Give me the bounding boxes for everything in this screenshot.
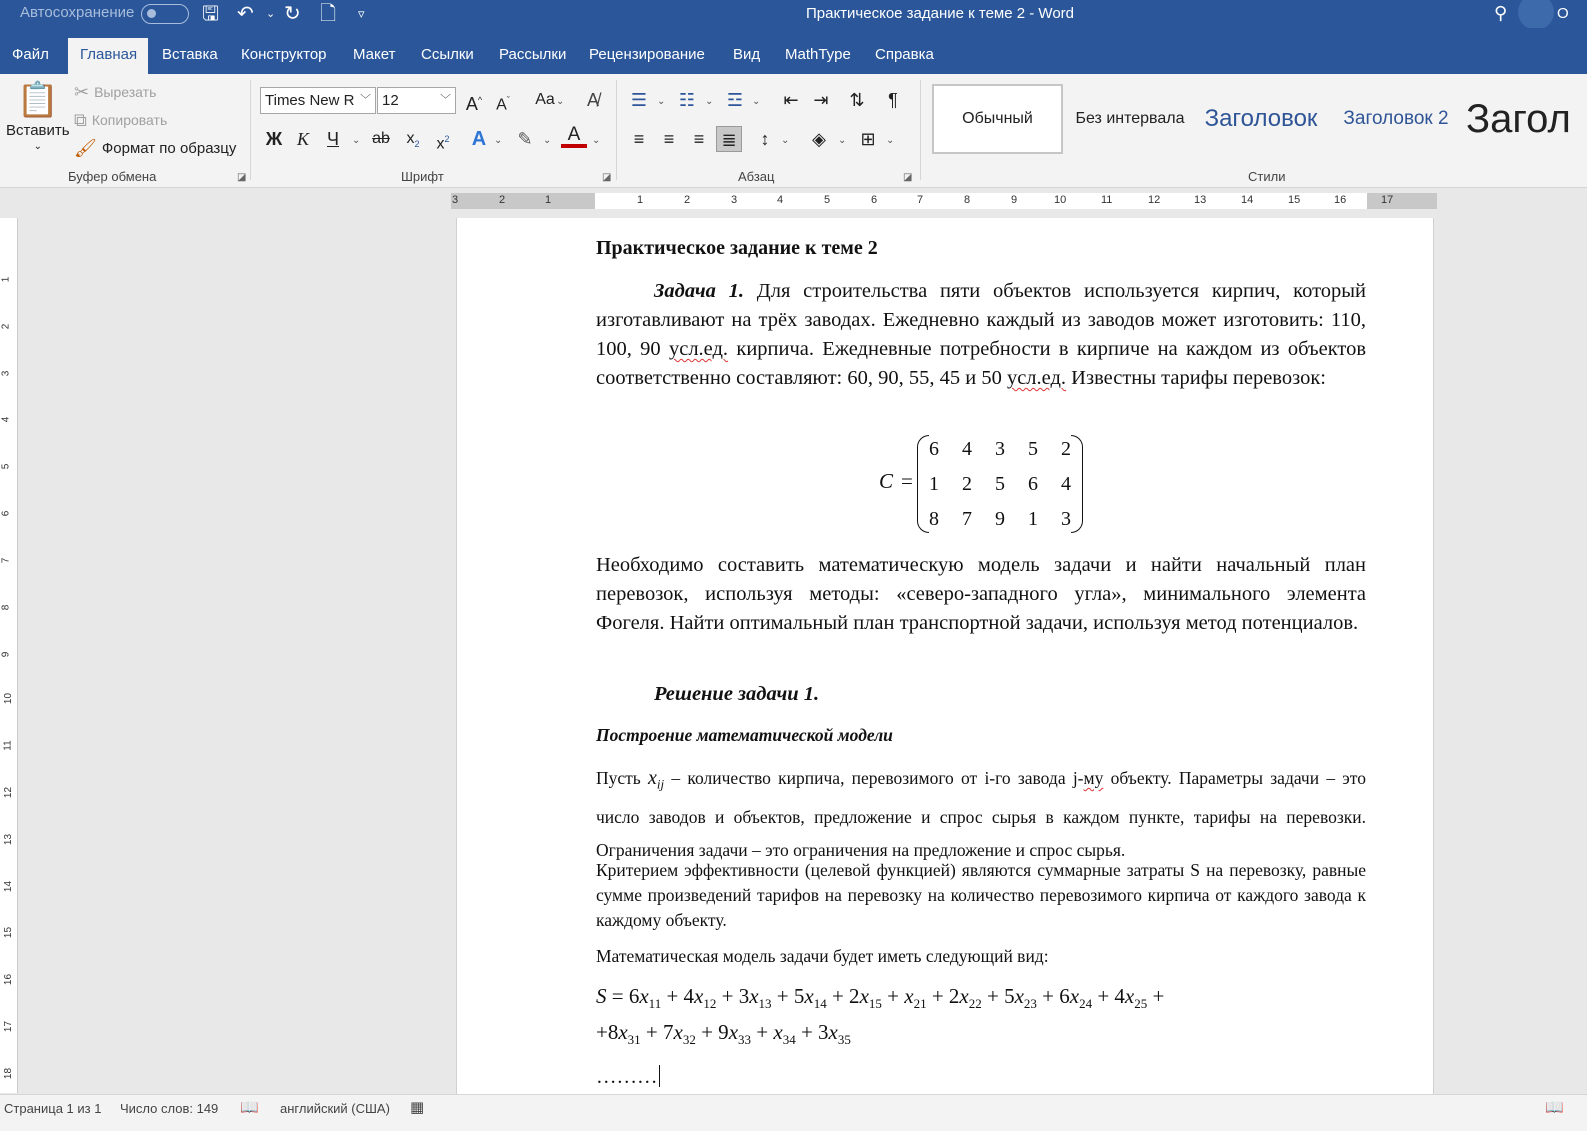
ellipsis-text: ……… — [596, 1066, 658, 1088]
chevron-down-icon[interactable]: ⌄ — [752, 96, 761, 107]
page-count[interactable]: Страница 1 из 1 — [4, 1101, 102, 1116]
clear-formatting-icon[interactable]: A̸ — [586, 90, 599, 110]
objective-line-2 — [596, 1020, 851, 1048]
chevron-down-icon[interactable]: ⌄ — [556, 96, 565, 107]
ruler-label: 13 — [1194, 194, 1207, 206]
title-bar — [0, 0, 1587, 28]
solution-heading-text: Решение задачи 1. — [654, 683, 820, 705]
cut-label: Вырезать — [94, 84, 157, 100]
matrix-cell: 3 — [995, 438, 1005, 460]
para3-part-c: объекту. Параметры задачи – это число заводов и объектов, предложение и спрос сырья в каждом пункте, тарифы на перевозки. Ограничения задачи – это ограничения на предложение и спрос сырья. — [596, 768, 1366, 860]
ruler-label: 3 — [731, 194, 738, 206]
ribbon-tabs — [0, 28, 1587, 74]
paste-label: Вставить — [6, 122, 70, 139]
chevron-down-icon[interactable]: ⌄ — [886, 135, 895, 146]
problem-paragraph: Необходимо составить математическую модель задачи и найти начальный план перевозок, используя методы: «северо-западного угла», минимального элемента Фогеля. Найти оптимальный план транспортной задачи, используя метод потенциалов. — [596, 554, 1366, 634]
chevron-down-icon[interactable]: ⌄ — [592, 135, 601, 146]
para3-squiggle: му — [1083, 768, 1104, 788]
formula-term: + $7x_{32}$ — [640, 1020, 696, 1048]
undo-icon[interactable]: ↶ — [237, 3, 254, 25]
paragraph-launcher-icon[interactable]: ◪ — [903, 172, 913, 183]
autosave-label: Автосохранение — [20, 4, 135, 21]
matrix-name: C — [879, 469, 894, 493]
matrix-cell: 8 — [929, 508, 939, 530]
group-divider — [920, 80, 921, 180]
ruler-ticks — [451, 193, 1437, 209]
document-page[interactable] — [456, 218, 1434, 1094]
vruler-label: 10 — [3, 692, 15, 705]
document-title: Практическое задание к теме 2 - Word — [805, 5, 1074, 22]
clipboard-group-label: Буфер обмена — [68, 169, 157, 184]
format-painter-button[interactable] — [74, 138, 236, 158]
formula-term: + $3x_{13}$ — [716, 984, 772, 1012]
unit-text: усл.ед. — [1006, 367, 1067, 389]
ruler-label: 12 — [1148, 194, 1161, 206]
ruler-label: 3 — [452, 194, 459, 206]
task-label: Задача 1. — [654, 280, 744, 302]
formula-term: + $4x_{25}$ — [1092, 984, 1148, 1012]
style-heading-2[interactable]: Заголовок 2 — [1343, 108, 1449, 129]
vruler-label: 4 — [0, 416, 12, 423]
ruler-label: 1 — [545, 194, 552, 206]
formula-term: + $5x_{14}$ — [771, 984, 827, 1012]
ruler-label: 10 — [1054, 194, 1067, 206]
underline-button[interactable]: Ч — [327, 129, 339, 149]
task-paragraph — [596, 277, 1366, 393]
text-effects-icon[interactable]: A — [471, 128, 487, 150]
tab-review[interactable]: Рецензирование — [589, 46, 705, 63]
unit-text: усл.ед. — [668, 338, 729, 360]
matrix-cell: 2 — [1061, 438, 1071, 460]
vruler-label: 15 — [3, 926, 15, 939]
vruler-label: 17 — [3, 1020, 15, 1033]
search-icon[interactable]: ⚲ — [1494, 3, 1508, 23]
font-family-select[interactable] — [260, 87, 376, 114]
font-group-label: Шрифт — [401, 169, 444, 184]
align-right-icon[interactable]: ≡ — [693, 129, 705, 149]
chevron-down-icon[interactable]: ⌄ — [838, 135, 847, 146]
bullets-icon[interactable]: ☰ — [630, 90, 648, 110]
tab-file[interactable]: Файл — [12, 46, 49, 63]
ruler-label: 9 — [1011, 194, 1018, 206]
horizontal-ruler-row — [0, 188, 1587, 214]
numbering-icon[interactable]: ☷ — [678, 90, 696, 110]
paintbrush-icon: 🖌 — [74, 138, 97, 158]
font-size-value: 12 — [382, 92, 399, 109]
scissors-icon: ✂ — [74, 82, 90, 102]
font-launcher-icon[interactable]: ◪ — [602, 172, 612, 183]
objective-line-1 — [596, 984, 1164, 1012]
matrix-cell: 7 — [962, 508, 972, 530]
paste-button[interactable] — [6, 80, 70, 152]
para3-part-a: Пусть — [596, 768, 649, 788]
tab-view[interactable]: Вид — [733, 46, 761, 63]
criterion-paragraph: Критерием эффективности (целевой функцией) являются суммарные затраты S на перевозку, равные сумме произведений тарифов на перевозку на количество перевозимого кирпича от каждого завода к каждому объекту. — [596, 860, 1366, 930]
align-left-icon[interactable]: ≡ — [633, 129, 645, 149]
avatar[interactable] — [1518, 0, 1554, 30]
clipboard-launcher-icon[interactable]: ◪ — [237, 172, 247, 183]
paste-dropdown-icon[interactable]: ⌄ — [33, 141, 42, 152]
superscript-icon[interactable]: $x^2$ — [436, 134, 450, 153]
ruler-label: 2 — [499, 194, 506, 206]
matrix-cell: 5 — [1028, 438, 1038, 460]
vruler-label: 12 — [3, 786, 15, 799]
status-bar — [0, 1094, 1587, 1131]
tab-help[interactable]: Справка — [875, 46, 934, 63]
cut-button[interactable] — [74, 82, 156, 102]
highlight-icon[interactable]: ✎ — [517, 129, 533, 149]
task-text-2: кирпича. Ежедневные потребности в кирпиче на каждом из объектов соответственно составляют: 60, 90, 55, 45 и 50 — [596, 338, 1367, 389]
vruler-label: 7 — [0, 557, 12, 564]
vruler-label: 2 — [0, 323, 12, 330]
italic-button[interactable]: К — [297, 129, 309, 149]
vruler-label: 11 — [2, 740, 14, 751]
undo-dropdown-icon[interactable]: ⌄ — [266, 8, 276, 20]
new-document-icon[interactable]: 🗋 — [320, 3, 337, 25]
formula-term: + $4x_{12}$ — [661, 984, 717, 1012]
ellipsis-line[interactable] — [596, 1063, 1366, 1092]
ruler-label: 16 — [1334, 194, 1347, 206]
ruler-label: 4 — [777, 194, 784, 206]
matrix-cell: 6 — [929, 438, 939, 460]
model-heading: Построение математической модели — [596, 725, 893, 745]
matrix-cell: 5 — [995, 473, 1005, 495]
align-center-icon[interactable]: ≡ — [663, 129, 675, 149]
variables-paragraph — [596, 762, 1366, 867]
vruler-label: 14 — [3, 880, 15, 893]
font-color-icon[interactable]: A — [561, 124, 587, 148]
model-intro-paragraph: Математическая модель задачи будет иметь следующий вид: — [596, 946, 1049, 966]
text-cursor — [659, 1065, 660, 1087]
vertical-ruler[interactable] — [0, 218, 18, 1093]
chevron-down-icon[interactable]: ⌄ — [657, 96, 666, 107]
shrink-font-icon[interactable]: $A^ˇ$ — [496, 95, 510, 114]
ruler-label: 6 — [871, 194, 878, 206]
change-case-button[interactable]: Aa — [535, 91, 555, 108]
vruler-label: 8 — [0, 604, 12, 611]
matrix-cell: 4 — [962, 438, 972, 460]
vruler-label: 9 — [0, 651, 12, 658]
tab-references[interactable]: Ссылки — [421, 46, 474, 63]
ruler-label: 1 — [637, 194, 644, 206]
vruler-label: 3 — [0, 370, 12, 377]
para3-part-b: – количество кирпича, перевозимого от i-го завода j- — [664, 768, 1084, 788]
tab-insert[interactable]: Вставка — [162, 46, 218, 63]
justify-icon[interactable]: ≣ — [716, 126, 742, 152]
styles-group-label: Стили — [1248, 169, 1286, 184]
chevron-down-icon[interactable]: ⌄ — [494, 135, 503, 146]
chevron-down-icon[interactable]: ⌄ — [781, 135, 790, 146]
format-painter-label: Формат по образцу — [101, 139, 237, 157]
tab-design[interactable]: Конструктор — [241, 46, 327, 63]
formula-term: + $x_{34}$ — [751, 1020, 796, 1048]
line-spacing-icon[interactable]: ↕ — [760, 129, 770, 149]
ruler-label: 14 — [1241, 194, 1254, 206]
chevron-down-icon: ﹀ — [360, 94, 371, 106]
task-text-3: Известны тарифы перевозок: — [1066, 367, 1326, 389]
ruler-label: 5 — [824, 194, 831, 206]
strikethrough-icon[interactable]: ab — [372, 130, 390, 147]
matrix-cell: 3 — [1061, 508, 1071, 530]
paragraph-group-label: Абзац — [738, 169, 775, 184]
vruler-label: 13 — [3, 833, 15, 846]
ruler-label: 17 — [1381, 194, 1394, 206]
matrix-cell: 6 — [1028, 473, 1038, 495]
formula-term: + $5x_{23}$ — [981, 984, 1037, 1012]
user-initial: О — [1557, 5, 1569, 22]
vruler-label: 1 — [0, 276, 12, 283]
style-title[interactable]: Загол — [1466, 96, 1571, 141]
equals-sign: = — [901, 469, 913, 493]
grow-font-icon[interactable]: A^ — [465, 94, 483, 114]
style-normal[interactable]: Обычный — [932, 84, 1063, 154]
copy-button[interactable] — [74, 110, 167, 130]
formula-term: $S = 6x_{11}$ — [596, 984, 662, 1012]
chevron-down-icon[interactable]: ⌄ — [352, 135, 361, 146]
matrix-cell: 1 — [1028, 508, 1038, 530]
formula-term: + $x_{21}$ — [881, 984, 927, 1012]
save-icon[interactable]: 🖫 — [202, 3, 220, 25]
shading-icon[interactable]: ◈ — [812, 129, 826, 149]
decrease-indent-icon[interactable]: ⇤ — [783, 90, 799, 110]
proofing-icon[interactable]: 📖 — [240, 1099, 259, 1116]
task-text-1: Для строительства пяти объектов используется кирпич, который изготавливают на трёх заводах. Ежедневно каждый из заводов может изготовить: 110, 100, 90 — [596, 280, 1366, 360]
group-divider — [250, 80, 251, 180]
paste-icon: 📋 — [16, 81, 59, 119]
borders-icon[interactable]: ⊞ — [860, 129, 876, 149]
horizontal-ruler[interactable] — [451, 193, 1437, 209]
sort-icon[interactable]: ⇅ — [849, 90, 865, 110]
customize-toolbar-icon[interactable]: ▿ — [358, 6, 365, 21]
read-mode-icon[interactable]: 📖 — [1545, 1099, 1564, 1116]
formula-tail: + — [1147, 984, 1165, 1008]
chevron-down-icon: ﹀ — [440, 94, 451, 106]
formula-term: + $9x_{33}$ — [695, 1020, 752, 1048]
group-divider — [616, 80, 617, 180]
vruler-label: 5 — [0, 463, 12, 470]
tab-home[interactable]: Главная — [68, 38, 148, 74]
matrix-cell: 9 — [995, 508, 1005, 530]
multilevel-list-icon[interactable]: ☲ — [726, 90, 744, 110]
document-heading: Практическое задание к теме 2 — [596, 237, 878, 259]
chevron-down-icon[interactable]: ⌄ — [543, 135, 552, 146]
font-family-value: Times New R — [265, 92, 355, 109]
vruler-label: 6 — [0, 510, 12, 517]
tab-mailings[interactable]: Рассылки — [499, 46, 567, 63]
font-size-select[interactable] — [377, 87, 456, 114]
solution-heading — [596, 680, 1366, 709]
tab-layout[interactable]: Макет — [353, 46, 396, 63]
bold-button[interactable]: Ж — [265, 129, 283, 149]
accessibility-icon[interactable]: ▦ — [410, 1099, 425, 1116]
formula-term: $+8x_{31}$ — [596, 1020, 641, 1048]
chevron-down-icon[interactable]: ⌄ — [705, 96, 714, 107]
matrix-cell: 2 — [962, 473, 972, 495]
subscript-icon[interactable]: $x_2$ — [406, 130, 420, 150]
copy-label: Копировать — [91, 112, 168, 128]
formula-term: + $6x_{24}$ — [1036, 984, 1093, 1012]
variable-subscript: ij — [656, 776, 665, 792]
matrix-cell: 1 — [929, 473, 939, 495]
style-no-spacing[interactable]: Без интервала — [1075, 110, 1185, 127]
language-indicator[interactable]: английский (США) — [280, 1101, 390, 1116]
ruler-label: 7 — [917, 194, 924, 206]
style-heading-1[interactable]: Заголовок — [1204, 105, 1318, 132]
tab-mathtype[interactable]: MathType — [785, 46, 851, 63]
ruler-label: 8 — [964, 194, 971, 206]
word-count[interactable]: Число слов: 149 — [120, 1101, 219, 1116]
increase-indent-icon[interactable]: ⇥ — [813, 90, 829, 110]
vruler-label: 16 — [3, 973, 15, 986]
formula-term: + $2x_{22}$ — [926, 984, 982, 1012]
tariff-matrix — [879, 435, 1089, 535]
ruler-label: 11 — [1101, 194, 1113, 206]
vruler-label: 18 — [3, 1067, 15, 1080]
variable-x: x — [648, 767, 657, 789]
matrix-cell: 4 — [1061, 473, 1071, 495]
ruler-label: 15 — [1288, 194, 1301, 206]
redo-icon[interactable]: ↻ — [284, 3, 301, 25]
copy-icon: ⧉ — [74, 110, 87, 130]
formula-term: + $3x_{35}$ — [795, 1020, 851, 1048]
show-marks-icon[interactable]: ¶ — [888, 90, 898, 110]
formula-term: + $2x_{15}$ — [826, 984, 882, 1012]
ruler-label: 2 — [684, 194, 691, 206]
ribbon — [0, 74, 1587, 188]
